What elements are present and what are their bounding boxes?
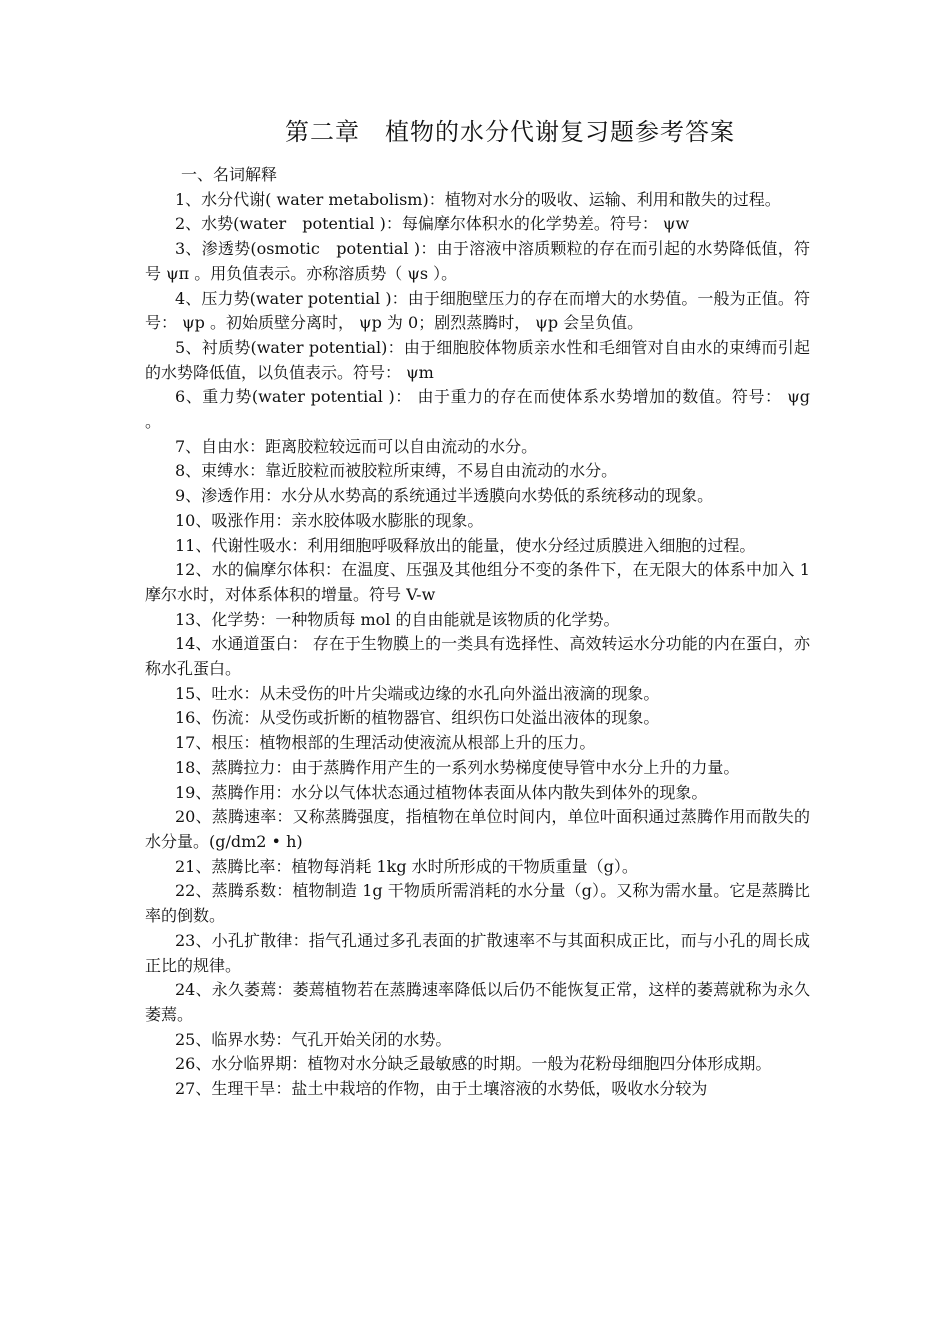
definition-paragraph: 8、束缚水：靠近胶粒而被胶粒所束缚，不易自由流动的水分。 — [175, 461, 618, 481]
definition-paragraph: 4、压力势(water potential )：由于细胞壁压力的存在而增大的水势值。一般为正值。符号： ψp 。初始质壁分离时， ψp 为 0；剧烈蒸腾时， ψp 会呈负值。 — [145, 288, 810, 333]
definition-paragraph: 6、重力势(water potential )： 由于重力的存在而使体系水势增加的数值。符号： ψg 。 — [145, 387, 810, 432]
definition-paragraph: 16、伤流：从受伤或折断的植物器官、组织伤口处溢出液体的现象。 — [175, 708, 660, 728]
definition-paragraph: 19、蒸腾作用：水分以气体状态通过植物体表面从体内散失到体外的现象。 — [175, 782, 708, 802]
definition-paragraph: 17、根压：植物根部的生理活动使液流从根部上升的压力。 — [175, 733, 596, 753]
definition-paragraph: 24、永久萎蔫：萎蔫植物若在蒸腾速率降低以后仍不能恢复正常，这样的萎蔫就称为永久萎蔫。 — [145, 980, 810, 1024]
definition-paragraph: 9、渗透作用：水分从水势高的系统通过半透膜向水势低的系统移动的现象。 — [175, 486, 714, 506]
page-title: 第二章 植物的水分代谢复习题参考答案 — [285, 118, 735, 146]
definition-paragraph: 2、水势(water potential )：每偏摩尔体积水的化学势差。符号： ψw — [175, 214, 690, 234]
definition-paragraph: 7、自由水：距离胶粒较远而可以自由流动的水分。 — [175, 436, 538, 456]
definition-paragraph: 1、水分代谢( water metabolism)：植物对水分的吸收、运输、利用和散失的过程。 — [175, 189, 781, 209]
definition-paragraph: 22、蒸腾系数：植物制造 1g 干物质所需消耗的水分量（g）。又称为需水量。它是蒸腾比率的倒数。 — [145, 881, 810, 926]
document-body — [145, 163, 810, 1102]
definition-paragraph: 25、临界水势：气孔开始关闭的水势。 — [175, 1029, 452, 1049]
definition-paragraph: 11、代谢性吸水：利用细胞呼吸释放出的能量，使水分经过质膜进入细胞的过程。 — [175, 535, 756, 555]
definition-paragraph: 13、化学势：一种物质每 mol 的自由能就是该物质的化学势。 — [175, 609, 620, 629]
definition-paragraph: 21、蒸腾比率：植物每消耗 1kg 水时所形成的干物质重量（g）。 — [175, 856, 638, 876]
definition-paragraph: 27、生理干旱：盐土中栽培的作物，由于土壤溶液的水势低，吸收水分较为 — [175, 1079, 708, 1099]
definition-paragraph: 26、水分临界期：植物对水分缺乏最敏感的时期。一般为花粉母细胞四分体形成期。 — [175, 1054, 772, 1074]
definition-paragraph: 23、小孔扩散律：指气孔通过多孔表面的扩散速率不与其面积成正比，而与小孔的周长成正比的规律。 — [145, 930, 810, 975]
definition-paragraph: 3、渗透势(osmotic potential )：由于溶液中溶质颗粒的存在而引起的水势降低值，符号 ψπ 。用负值表示。亦称溶质势（ ψs ）。 — [145, 239, 810, 283]
definition-paragraph: 10、吸涨作用：亲水胶体吸水膨胀的现象。 — [175, 510, 484, 530]
section-heading: 一、名词解释 — [181, 165, 278, 184]
definition-paragraph: 20、蒸腾速率：又称蒸腾强度，指植物在单位时间内，单位叶面积通过蒸腾作用而散失的水分量。(g/dm2 • h) — [145, 807, 810, 851]
definition-paragraph: 5、衬质势(water potential)：由于细胞胶体物质亲水性和毛细管对自由水的束缚而引起的水势降低值，以负值表示。符号： ψm — [145, 337, 810, 382]
definition-paragraph: 12、水的偏摩尔体积：在温度、压强及其他组分不变的条件下，在无限大的体系中加入 1 摩尔水时，对体系体积的增量。符号 V-w — [145, 560, 810, 604]
definition-paragraph: 14、水通道蛋白： 存在于生物膜上的一类具有选择性、高效转运水分功能的内在蛋白，亦称水孔蛋白。 — [145, 634, 810, 679]
definition-paragraph: 15、吐水：从未受伤的叶片尖端或边缘的水孔向外溢出液滴的现象。 — [175, 683, 660, 703]
definition-paragraph: 18、蒸腾拉力：由于蒸腾作用产生的一系列水势梯度使导管中水分上升的力量。 — [175, 757, 740, 777]
